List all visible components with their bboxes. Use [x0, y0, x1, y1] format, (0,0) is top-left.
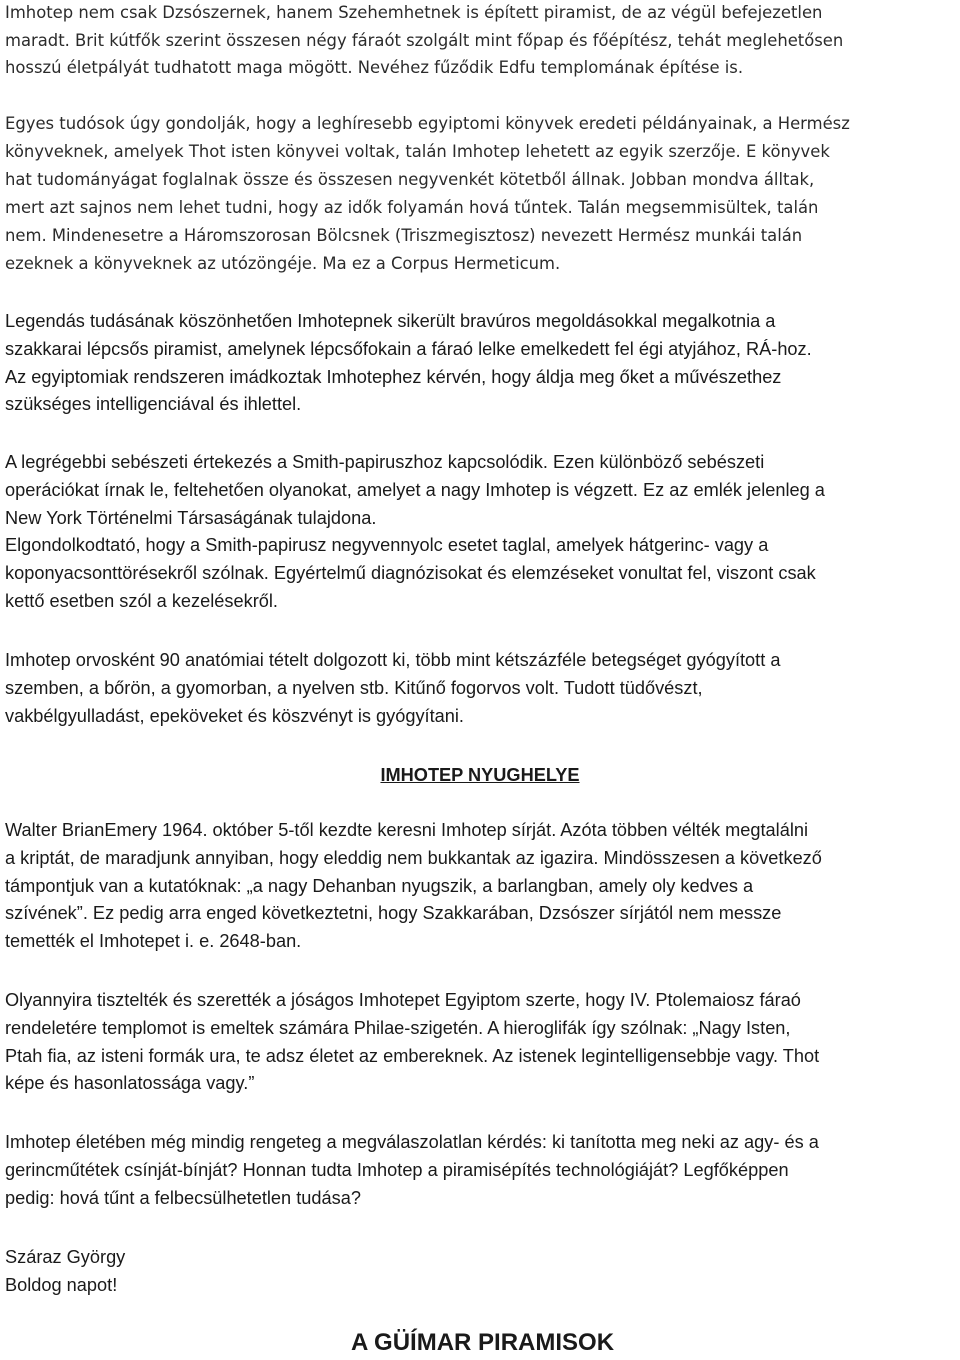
text-line: Olyannyira tisztelték és szerették a jóságos Imhotepet Egyiptom szerte, hogy IV. Ptolemaiosz fáraó	[5, 990, 801, 1010]
text-line: hat tudományágat foglalnak össze és összesen negyvenkét kötetből állnak. Jobban mondva álltak,	[5, 170, 815, 189]
text-line: Walter BrianEmery 1964. október 5-től kezdte keresni Imhotep sírját. Azóta többen vélték megtalálni	[5, 820, 809, 840]
intro-paragraph	[5, 0, 957, 82]
text-line: a kriptát, de maradjunk annyiban, hogy eleddig nem bukkantak az igazira. Mindösszesen a következő	[5, 847, 822, 868]
author-name: Száraz György	[5, 1247, 126, 1267]
smith-papyrus-paragraph	[5, 449, 957, 616]
text-line: pedig: hová tűnt a felbecsülhetetlen tudása?	[5, 1187, 361, 1208]
questions-paragraph	[5, 1129, 957, 1212]
text-line: temették el Imhotepet i. e. 2648-ban.	[5, 931, 302, 952]
text-line: Az egyiptomiak rendszeren imádkoztak Imhotephez kérvén, hogy áldja meg őket a művészethez	[5, 366, 782, 387]
text-line: Legendás tudásának köszönhetően Imhotepnek sikerült bravúros megoldásokkal megalkotnia a	[5, 311, 776, 331]
text-line: nem. Mindenesetre a Háromszorosan Bölcsnek (Triszmegisztosz) nevezett Hermész munkái talán	[5, 226, 803, 245]
text-line: szakkarai lépcsős piramist, amelynek lépcsőfokain a fáraó lelke emelkedett fel égi atyjához, RÁ-hoz.	[5, 338, 812, 359]
books-paragraph	[5, 110, 957, 278]
text-line: Imhotep orvosként 90 anatómiai tételt dolgozott ki, több mint kétszázféle betegséget gyógyított a	[5, 650, 781, 670]
text-line: kettő esetben szól a kezelésekről.	[5, 590, 278, 611]
text-line: operációkat írnak le, feltehetően olyanokat, amelyet a nagy Imhotep is végzett. Ez az emlék jelenleg a	[5, 479, 825, 500]
emery-paragraph	[5, 817, 957, 956]
text-line: szükséges intelligenciával és ihlettel.	[5, 394, 302, 415]
text-line: A legrégebbi sebészeti értekezés a Smith-papiruszhoz kapcsolódik. Ezen különböző sebészeti	[5, 452, 765, 472]
text-line: Ptah fia, az isteni formák ura, te adsz életet az embereknek. Az istenek legintelligensebbje vagy. Thot	[5, 1045, 820, 1066]
closing-greeting: Boldog napot!	[5, 1275, 118, 1295]
text-line: könyveknek, amelyek Thot isten könyvei voltak, talán Imhotep lehetett az egyik szerzője. E könyvek	[5, 142, 830, 161]
text-line: mert azt sajnos nem lehet tudni, hogy az idők folyamán hová tűntek. Talán megsemmisültek, talán	[5, 198, 819, 217]
text-line: támpontjuk van a kutatóknak: „a nagy Dehanban nyugszik, a barlangban, amely oly kedves a	[5, 875, 754, 896]
signature-block	[5, 1243, 125, 1299]
temple-paragraph	[5, 987, 957, 1098]
section-heading-resting-place: IMHOTEP NYUGHELYE	[380, 765, 580, 785]
text-line: rendeletére templomot is emeltek számára Philae-szigetén. A hieroglifák így szólnak: „Nagy Isten,	[5, 1017, 791, 1038]
section-heading-guimar-pyramids: A GÜÍMAR PIRAMISOK	[350, 1329, 615, 1356]
text-line: Imhotep életében még mindig rengeteg a megválaszolatlan kérdés: ki tanította meg neki az agy- és a	[5, 1132, 819, 1152]
text-line: képe és hasonlatossága vagy.”	[5, 1073, 255, 1094]
text-line: gerincműtétek csínját-bínját? Honnan tudta Imhotep a piramisépítés technológiáját? Legfőképpen	[5, 1159, 789, 1180]
text-line: Egyes tudósok úgy gondolják, hogy a leghíresebb egyiptomi könyvek eredeti példányainak, a Hermész	[5, 114, 850, 133]
text-line: koponyacsonttörésekről szólnak. Egyértelmű diagnózisokat és elemzéseket vonultat fel, viszont csak	[5, 563, 816, 584]
medicine-paragraph	[5, 647, 957, 730]
text-line: hosszú életpályát tudhatott maga mögött. Nevéhez fűződik Edfu templomának építése is.	[5, 58, 744, 78]
pyramid-paragraph	[5, 308, 957, 419]
text-line: ezeknek a könyveknek az utózöngéje. Ma ez a Corpus Hermeticum.	[5, 254, 561, 273]
text-line: szívének”. Ez pedig arra enged következtetni, hogy Szakkarában, Dzsószer sírjától nem messze	[5, 903, 782, 924]
text-line: New York Történelmi Társaságának tulajdona.	[5, 507, 377, 528]
text-line: Imhotep nem csak Dzsószernek, hanem Szehemhetnek is épített piramist, de az végül befejezetlen	[5, 3, 823, 22]
text-line: szemben, a bőrön, a gyomorban, a nyelven stb. Kitűnő fogorvos volt. Tudott tüdővészt,	[5, 677, 703, 698]
text-line: vakbélgyulladást, epeköveket és köszvényt is gyógyítani.	[5, 705, 464, 726]
text-line: maradt. Brit kútfők szerint összesen négy fáraót szolgált mint főpap és főépítész, tehát meglehetősen	[5, 30, 844, 50]
text-line: Elgondolkodtató, hogy a Smith-papirusz negyvennyolc esetet taglal, amelyek hátgerinc- vagy a	[5, 535, 769, 556]
